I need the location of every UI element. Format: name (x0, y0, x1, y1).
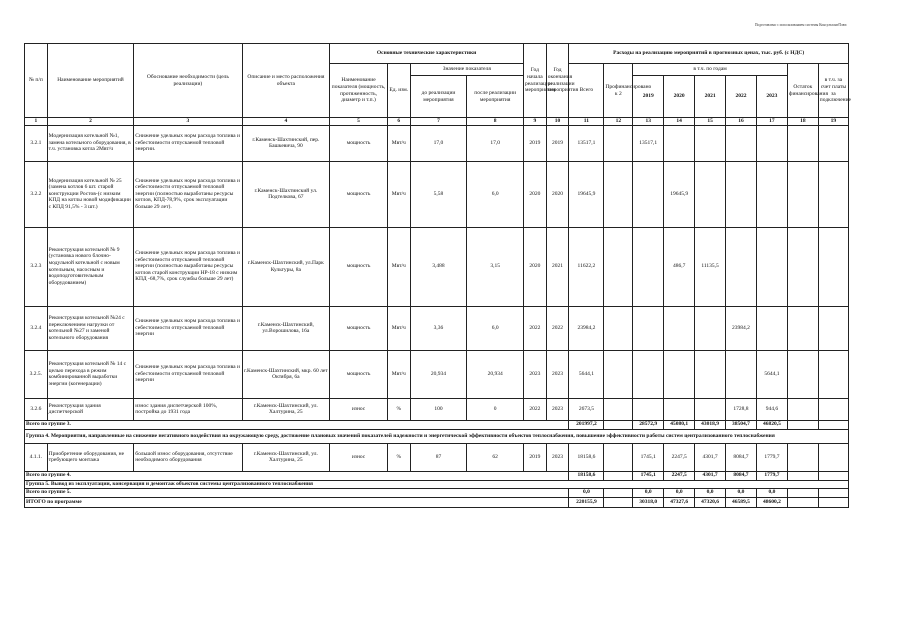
cost-2019: 28572,9 (633, 420, 664, 429)
measure-name: Реконструкция здания диспетчерской (47, 398, 134, 420)
header-param-name: Наименование показателя (мощность, протяженность, диаметр и т.п.) (330, 64, 388, 118)
value-after: 0 (467, 398, 524, 420)
document-source-note: Подготовлено с использованием системы КонсультантПлюс (754, 23, 847, 27)
cost-2020: 486,7 (664, 227, 695, 306)
measure-basis: Снижение удельных норм расхода топлива и себестоимости отпускаемой тепловой энергии (полностью выработаны ресурсы котлов, КПД-78,9%, срок эксплуатации больше 29 лет). (134, 161, 242, 227)
cost-connection (818, 161, 848, 227)
cost-2020: 47327,6 (664, 497, 695, 507)
cost-financed (604, 350, 633, 398)
header-incl-years: в т.ч. по годам (633, 64, 788, 76)
group-5-title-row (25, 480, 849, 488)
value-before: 5,58 (410, 161, 467, 227)
param-unit: Мвт/ч (387, 306, 410, 350)
col-number: 19 (818, 118, 848, 126)
cost-2021 (695, 306, 726, 350)
header-year-2021: 2021 (695, 76, 726, 118)
cost-financed (604, 306, 633, 350)
cost-remainder (787, 350, 818, 398)
measure-basis: износ здания диспетчерской 100%, постройка до 1931 года (134, 398, 242, 420)
header-before: до реализации мероприятия (410, 76, 467, 118)
header-year-start: Год начала реализации мероприятия (524, 44, 547, 118)
cost-2023 (756, 161, 787, 227)
col-number: 16 (726, 118, 757, 126)
measure-name: Реконструкция котельной № 14 с целью перехода в режим комбинированной выработки энергии (когенерации) (47, 350, 134, 398)
cost-total: 5644,1 (569, 350, 604, 398)
cost-connection (818, 471, 848, 480)
cost-2022 (726, 125, 757, 161)
group-5-title: Группа 5. Вывод из эксплуатации, консервация и демонтаж объектов системы централизованного теплоснабжения (25, 480, 849, 488)
cost-2021: 11135,5 (695, 227, 726, 306)
cost-2021 (695, 398, 726, 420)
measure-basis: большой износ оборудования, отсутствие необходимого оборудования (134, 443, 242, 471)
cost-2023 (756, 125, 787, 161)
cost-connection (818, 125, 848, 161)
cost-2020 (664, 125, 695, 161)
cost-connection (818, 497, 848, 507)
header-year-2023: 2023 (756, 76, 787, 118)
value-before: 100 (410, 398, 467, 420)
measure-location: г.Каменск-Шахтинский, ул.Парк Культуры, 8а (242, 227, 330, 306)
table-row (25, 350, 849, 398)
header-costs-group: Расходы на реализацию мероприятий в прогнозных ценах, тыс. руб. (с НДС) (569, 44, 849, 64)
col-number: 18 (787, 118, 818, 126)
table-row (25, 398, 849, 420)
header-remainder: Остаток финансирования (787, 64, 818, 118)
row-number: 3.2.1 (25, 125, 48, 161)
cost-financed (604, 398, 633, 420)
year-end: 2020 (546, 161, 569, 227)
cost-total: 201997,2 (569, 420, 604, 429)
value-before: 3,488 (410, 227, 467, 306)
cost-2019: 1745,1 (633, 443, 664, 471)
cost-2021 (695, 161, 726, 227)
total-row-group-4 (25, 471, 849, 480)
row-number: 3.2.4 (25, 306, 48, 350)
row-number: 3.2.6 (25, 398, 48, 420)
col-number: 11 (569, 118, 604, 126)
measure-basis: Снижение удельных норм расхода топлива и себестоимости отпускаемой тепловой энергии (134, 350, 242, 398)
cost-remainder (787, 227, 818, 306)
row-number: 3.2.3 (25, 227, 48, 306)
col-number: 9 (524, 118, 547, 126)
year-end: 2022 (546, 306, 569, 350)
header-year-2019: 2019 (633, 76, 664, 118)
cost-financed (604, 488, 633, 497)
col-number: 17 (756, 118, 787, 126)
header-financed: Профинансировано к 2 (604, 64, 633, 118)
col-number: 8 (467, 118, 524, 126)
cost-2019 (633, 350, 664, 398)
header-after: после реализации мероприятия (467, 76, 524, 118)
cost-2023 (756, 227, 787, 306)
header-basis: Обоснование необходимости (цель реализации) (134, 44, 242, 118)
cost-total: 11622,2 (569, 227, 604, 306)
col-number: 7 (410, 118, 467, 126)
cost-total: 19645,9 (569, 161, 604, 227)
value-after: 17,0 (467, 125, 524, 161)
param-name: мощность (330, 306, 388, 350)
year-start: 2022 (524, 398, 547, 420)
cost-total: 220155,9 (569, 497, 604, 507)
col-number: 6 (387, 118, 410, 126)
cost-2023: 1779,7 (756, 443, 787, 471)
cost-2022 (726, 161, 757, 227)
total-label: Всего по группе 3. (25, 420, 569, 429)
header-location: Описание и место расположения объекта (242, 44, 330, 118)
table-row (25, 306, 849, 350)
cost-2022: 38504,7 (726, 420, 757, 429)
cost-2023: 48600,2 (756, 497, 787, 507)
cost-financed (604, 497, 633, 507)
year-start: 2023 (524, 350, 547, 398)
cost-2023: 0,0 (756, 488, 787, 497)
measure-location: г.Каменск-Шахтинский, мкр. 60 лет Октября, 6а (242, 350, 330, 398)
cost-2021: 47320,6 (695, 497, 726, 507)
measure-location: г.Каменск-Шахтинский, ул. Халтурина, 25 (242, 398, 330, 420)
param-unit: Мвт/ч (387, 161, 410, 227)
cost-2021: 0,0 (695, 488, 726, 497)
cost-remainder (787, 497, 818, 507)
header-year-2022: 2022 (726, 76, 757, 118)
param-unit: % (387, 398, 410, 420)
col-number: 13 (633, 118, 664, 126)
cost-remainder (787, 306, 818, 350)
measure-location: г.Каменск-Шахтинский ул. Подтелкова, 67 (242, 161, 330, 227)
col-number: 12 (604, 118, 633, 126)
cost-financed (604, 471, 633, 480)
cost-remainder (787, 488, 818, 497)
param-name: мощность (330, 227, 388, 306)
cost-connection (818, 227, 848, 306)
param-name: мощность (330, 350, 388, 398)
cost-2019: 1745,1 (633, 471, 664, 480)
cost-2021: 4301,7 (695, 471, 726, 480)
measure-basis: Снижение удельных норм расхода топлива и себестоимости отпускаемой тепловой энергии. (134, 125, 242, 161)
cost-connection (818, 350, 848, 398)
cost-connection (818, 420, 848, 429)
table-row (25, 125, 849, 161)
cost-2022 (726, 350, 757, 398)
cost-remainder (787, 125, 818, 161)
cost-2020: 2247,5 (664, 443, 695, 471)
row-number: 3.2.5. (25, 350, 48, 398)
year-end: 2021 (546, 227, 569, 306)
cost-2019: 13517,1 (633, 125, 664, 161)
cost-remainder (787, 471, 818, 480)
cost-total: 18158,6 (569, 471, 604, 480)
cost-2023: 5644,1 (756, 350, 787, 398)
value-after: 62 (467, 443, 524, 471)
value-after: 3,15 (467, 227, 524, 306)
cost-total: 23984,2 (569, 306, 604, 350)
cost-2023 (756, 306, 787, 350)
header-tech-group: Основные технические характеристики (330, 44, 524, 64)
value-before: 87 (410, 443, 467, 471)
header-values-group: Значение показателя (410, 64, 523, 76)
col-number: 5 (330, 118, 388, 126)
cost-connection (818, 443, 848, 471)
group-4-title: Группа 4. Мероприятия, направленные на снижение негативного воздействия на окружающую среду, достижение плановых значений показателей надежности и энергетической эффективности объектов теплоснабжения, повышение эффективности работы систем централизованного теплоснабжения (25, 429, 849, 443)
cost-2020 (664, 350, 695, 398)
header-year-end: Год окончания реализации мероприятия (546, 44, 569, 118)
cost-remainder (787, 420, 818, 429)
cost-connection (818, 398, 848, 420)
col-number: 2 (47, 118, 134, 126)
col-number: 4 (242, 118, 330, 126)
cost-2022 (726, 227, 757, 306)
cost-total: 18158,6 (569, 443, 604, 471)
measure-location: г.Каменск-Шахтинский, пер. Башкевича, 90 (242, 125, 330, 161)
total-label: Всего по группе 5. (25, 488, 569, 497)
cost-2019: 30318,0 (633, 497, 664, 507)
cost-2020: 0,0 (664, 488, 695, 497)
cost-total: 0,0 (569, 488, 604, 497)
group-4-title-row (25, 429, 849, 443)
measure-name: Приобретение оборудования, не требующего монтажа (47, 443, 134, 471)
cost-2020 (664, 306, 695, 350)
cost-financed (604, 420, 633, 429)
cost-2021: 43018,9 (695, 420, 726, 429)
table-row (25, 161, 849, 227)
cost-2022: 8084,7 (726, 471, 757, 480)
value-after: 20,934 (467, 350, 524, 398)
grand-total-row (25, 497, 849, 507)
total-row-group-5 (25, 488, 849, 497)
param-unit: Мвт/ч (387, 125, 410, 161)
header-incl-connection: в т.ч. за счет платы за подключение (818, 64, 848, 118)
value-before: 20,934 (410, 350, 467, 398)
column-number-row (25, 118, 849, 126)
cost-2022: 8084,7 (726, 443, 757, 471)
param-name: мощность (330, 125, 388, 161)
cost-financed (604, 125, 633, 161)
table-row (25, 443, 849, 471)
value-before: 3,36 (410, 306, 467, 350)
param-name: износ (330, 443, 388, 471)
header-name: Наименование мероприятий (47, 44, 134, 118)
cost-2022: 46589,5 (726, 497, 757, 507)
col-number: 10 (546, 118, 569, 126)
cost-2020: 2247,5 (664, 471, 695, 480)
measure-location: г.Каменск-Шахтинский, ул.Ворошилова, 16а (242, 306, 330, 350)
total-label: Всего по группе 4. (25, 471, 569, 480)
cost-2021 (695, 350, 726, 398)
year-start: 2020 (524, 227, 547, 306)
year-end: 2023 (546, 443, 569, 471)
year-start: 2020 (524, 161, 547, 227)
row-number: 4.1.1. (25, 443, 48, 471)
measure-basis: Снижение удельных норм расхода топлива и себестоимости отпускаемой тепловой энергии (134, 306, 242, 350)
table-row (25, 227, 849, 306)
header-total: Всего (569, 64, 604, 118)
cost-2021 (695, 125, 726, 161)
cost-2022: 1728,8 (726, 398, 757, 420)
cost-connection (818, 306, 848, 350)
cost-remainder (787, 443, 818, 471)
cost-remainder (787, 161, 818, 227)
value-before: 17,0 (410, 125, 467, 161)
col-number: 3 (134, 118, 242, 126)
cost-2019 (633, 161, 664, 227)
cost-2019 (633, 398, 664, 420)
cost-financed (604, 227, 633, 306)
year-start: 2019 (524, 443, 547, 471)
grand-total-label: ИТОГО по программе (25, 497, 569, 507)
col-number: 14 (664, 118, 695, 126)
cost-2020 (664, 398, 695, 420)
param-name: мощность (330, 161, 388, 227)
measure-name: Реконструкция котельной № 9 (установка нового блочно-модульной котельной с новым котельным, насосным и водоподготовительным оборудованием) (47, 227, 134, 306)
cost-2022: 23984,2 (726, 306, 757, 350)
cost-2022: 0,0 (726, 488, 757, 497)
cost-total: 13517,1 (569, 125, 604, 161)
cost-financed (604, 443, 633, 471)
cost-2020: 19645,9 (664, 161, 695, 227)
year-start: 2022 (524, 306, 547, 350)
header-row-1 (25, 44, 849, 64)
cost-2021: 4301,7 (695, 443, 726, 471)
header-unit: Ед. изм. (387, 64, 410, 118)
param-unit: % (387, 443, 410, 471)
cost-connection (818, 488, 848, 497)
row-number: 3.2.2 (25, 161, 48, 227)
cost-remainder (787, 398, 818, 420)
col-number: 1 (25, 118, 48, 126)
year-end: 2023 (546, 398, 569, 420)
measure-name: Модернизация котельной № 25 (замена котлов 6 шт. старой конструкции Ростов-(с низким КПД на котлы новой модификации с КПД 91,5% - 3 шт.) (47, 161, 134, 227)
header-year-2020: 2020 (664, 76, 695, 118)
investment-program-table (24, 43, 849, 508)
cost-2019 (633, 306, 664, 350)
cost-financed (604, 161, 633, 227)
cost-total: 2673,5 (569, 398, 604, 420)
total-row-group-3 (25, 420, 849, 429)
value-after: 6,0 (467, 306, 524, 350)
value-after: 6,0 (467, 161, 524, 227)
param-name: износ (330, 398, 388, 420)
cost-2023: 46820,5 (756, 420, 787, 429)
param-unit: Мвт/ч (387, 350, 410, 398)
cost-2020: 45080,1 (664, 420, 695, 429)
measure-basis: Снижение удельных норм расхода топлива и себестоимости отпускаемой тепловой энергии (полностью выработаны ресурсы котлов старой конструкции НР-18 с низким КПД -68,7%, срок службы больше 29 лет) (134, 227, 242, 306)
year-end: 2023 (546, 350, 569, 398)
header-no: № п/п (25, 44, 48, 118)
measure-name: Реконструкция котельной №24 с переключением нагрузки от котельной №27 и заменой котельного оборудования (47, 306, 134, 350)
col-number: 15 (695, 118, 726, 126)
cost-2023: 944,6 (756, 398, 787, 420)
cost-2019 (633, 227, 664, 306)
year-start: 2019 (524, 125, 547, 161)
param-unit: Мвт/ч (387, 227, 410, 306)
measure-location: г.Каменск-Шахтинский, ул. Халтурина, 25 (242, 443, 330, 471)
cost-2019: 0,0 (633, 488, 664, 497)
measure-name: Модернизация котельной №1, замена котельного оборудования, в т.ч. установка котла 2Мвт/ч (47, 125, 134, 161)
cost-2023: 1779,7 (756, 471, 787, 480)
year-end: 2019 (546, 125, 569, 161)
